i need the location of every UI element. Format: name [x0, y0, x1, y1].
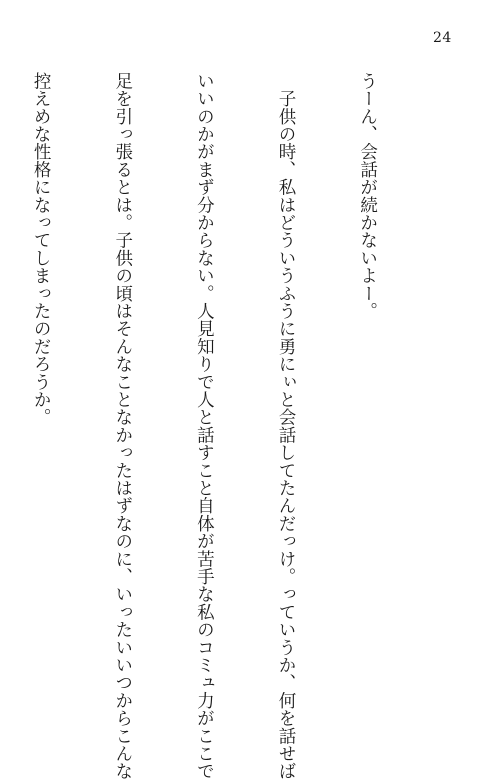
- text-line: 控えめな性格になってしまったのだろうか。: [31, 72, 52, 426]
- text-line: いいのかがまず分からない。人見知りで人と話すこと自体が苦手な私のコミュ力がここで: [194, 72, 215, 780]
- novel-text-block: [0, 72, 435, 780]
- page-number: 24: [433, 30, 452, 46]
- text-line: うーん、会話が続かないよー。: [357, 72, 378, 320]
- text-line: 足を引っ張るとは。子供の頃はそんなことなかったはずなのに、いったいいつからこんな: [112, 72, 133, 780]
- text-line: 子供の時、私はどういうふうに勇にぃと会話してたんだっけ。っていうか、何を話せば: [275, 72, 296, 780]
